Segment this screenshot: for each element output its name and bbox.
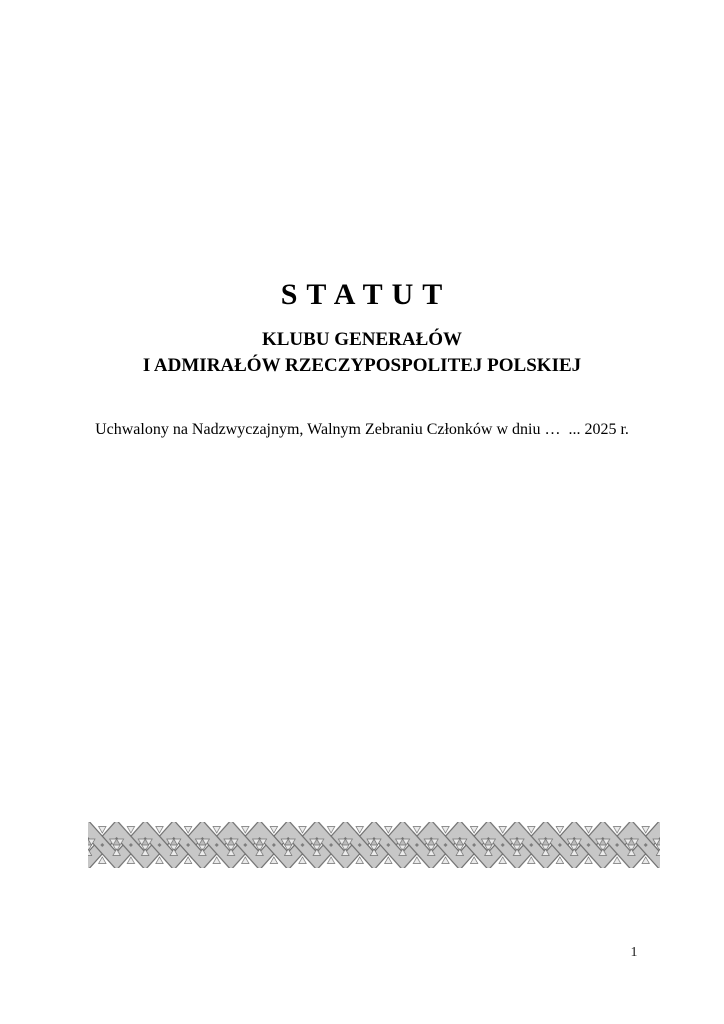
braided-border-decoration bbox=[88, 822, 660, 868]
adoption-statement: Uchwalony na Nadzwyczajnym, Walnym Zebraniu Członków w dniu … ... 2025 r. bbox=[95, 421, 629, 438]
subtitle-line-2: I ADMIRAŁÓW RZECZYPOSPOLITEJ POLSKIEJ bbox=[142, 355, 582, 376]
page-number: 1 bbox=[630, 945, 638, 960]
document-title: S T A T U T bbox=[280, 278, 444, 311]
document-subtitle bbox=[0, 327, 724, 379]
subtitle-line-1: KLUBU GENERAŁÓW bbox=[261, 329, 463, 350]
